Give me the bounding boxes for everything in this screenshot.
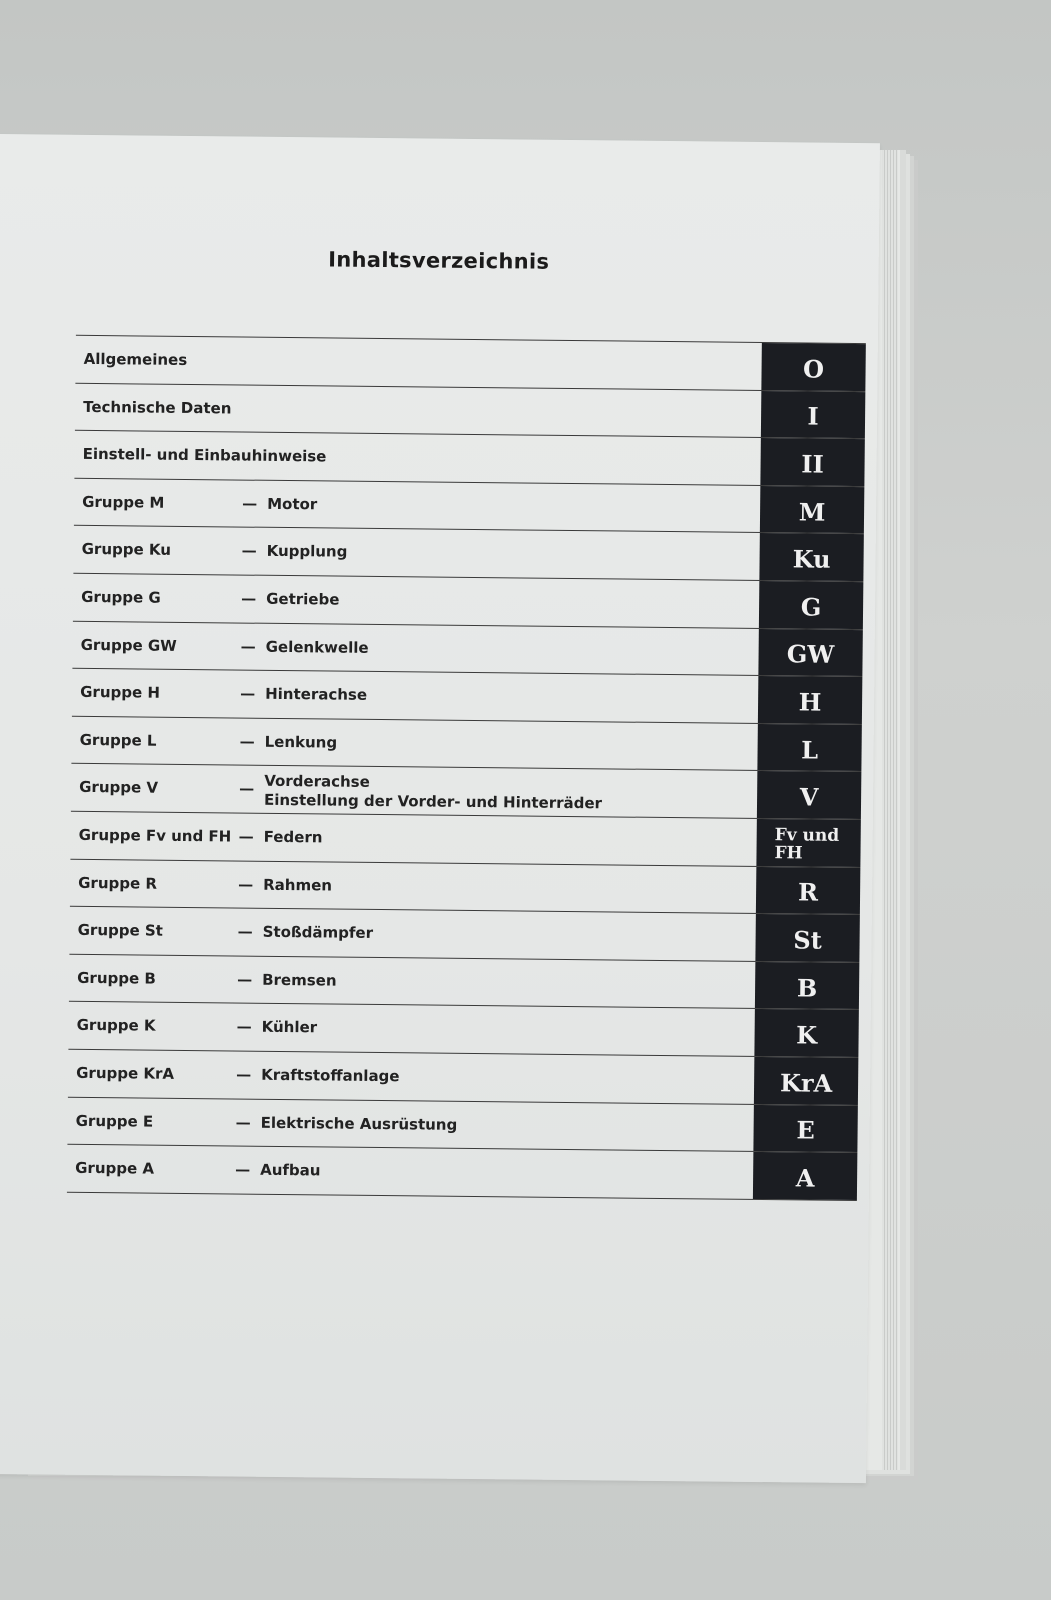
toc-group: Gruppe KrA — [76, 1063, 175, 1083]
toc-group: Gruppe GW — [80, 635, 177, 655]
tab-marker[interactable]: A — [753, 1152, 857, 1200]
tab-marker[interactable]: V — [757, 771, 861, 819]
toc-row-getriebe[interactable] — [73, 574, 863, 630]
toc-group: Gruppe K — [76, 1016, 156, 1035]
toc-group: Gruppe E — [75, 1111, 154, 1131]
tab-marker[interactable]: R — [756, 866, 860, 914]
toc-dash: — — [235, 1160, 251, 1179]
toc-row-allgemeines[interactable] — [75, 336, 865, 392]
tab-marker[interactable]: St — [755, 914, 859, 962]
toc-row-aufbau[interactable] — [67, 1145, 857, 1201]
tab-marker[interactable]: KrA — [754, 1057, 858, 1105]
toc-name: Hinterachse — [265, 684, 368, 705]
toc-group: Gruppe V — [79, 778, 159, 798]
toc-group: Allgemeines — [83, 349, 188, 369]
tab-marker[interactable]: K — [754, 1009, 858, 1057]
toc-row-bremsen[interactable] — [69, 954, 859, 1010]
toc-name: Getriebe — [266, 589, 340, 609]
toc-dash: — — [236, 1065, 252, 1084]
toc-dash: — — [238, 827, 254, 846]
tab-marker-line1: Fv und — [774, 825, 840, 847]
tab-marker[interactable]: H — [758, 676, 862, 724]
tab-marker[interactable] — [756, 819, 860, 867]
toc-group: Gruppe Fv und FH — [78, 825, 232, 846]
toc-group: Gruppe R — [78, 873, 158, 893]
toc-group: Gruppe G — [81, 587, 161, 607]
tab-marker[interactable]: Ku — [759, 533, 863, 581]
tab-marker[interactable]: E — [753, 1104, 857, 1152]
toc-row-kupplung[interactable] — [73, 526, 863, 582]
toc-name: Kühler — [261, 1018, 318, 1037]
toc-group: Gruppe L — [79, 730, 157, 750]
toc-dash: — — [236, 1017, 252, 1036]
toc-row-lenkung[interactable] — [71, 717, 861, 773]
tab-marker[interactable]: G — [759, 581, 863, 629]
table-of-contents — [67, 335, 866, 1201]
toc-group: Gruppe St — [77, 920, 163, 940]
toc-row-motor[interactable] — [74, 479, 864, 535]
tab-marker[interactable]: M — [760, 486, 864, 534]
toc-group: Gruppe M — [82, 492, 165, 512]
toc-name: Rahmen — [263, 875, 333, 895]
toc-row-vorderachse[interactable] — [71, 764, 861, 820]
toc-group: Gruppe Ku — [81, 540, 172, 560]
document-page — [0, 134, 880, 1483]
tab-marker[interactable]: GW — [758, 629, 862, 677]
tab-marker[interactable]: O — [761, 343, 865, 391]
toc-name: Gelenkwelle — [265, 637, 369, 657]
tab-marker-line2: FH — [774, 843, 803, 864]
toc-row-hinterachse[interactable] — [72, 669, 862, 725]
toc-name: Kupplung — [266, 542, 348, 562]
toc-name: Elektrische Ausrüstung — [260, 1113, 458, 1134]
toc-name-line1: Vorderachse — [264, 772, 370, 792]
toc-group: Gruppe B — [77, 968, 156, 988]
toc-name: Lenkung — [264, 732, 338, 752]
toc-name: Motor — [267, 494, 318, 514]
tab-marker[interactable]: B — [755, 962, 859, 1010]
toc-row-kuehler[interactable] — [68, 1002, 858, 1058]
toc-dash: — — [235, 1113, 251, 1132]
toc-dash: — — [237, 922, 253, 941]
toc-group: Technische Daten — [83, 397, 232, 418]
tab-marker[interactable]: I — [761, 391, 865, 439]
tab-marker[interactable]: L — [757, 724, 861, 772]
toc-row-federn[interactable] — [70, 812, 860, 868]
tab-marker[interactable]: II — [760, 438, 864, 486]
toc-row-technische-daten[interactable] — [75, 383, 865, 439]
toc-name — [264, 772, 602, 814]
toc-row-gelenkwelle[interactable] — [72, 621, 862, 677]
toc-row-elektrische-ausruestung[interactable] — [67, 1097, 857, 1153]
toc-name-line2: Einstellung der Vorder- und Hinterräder — [263, 791, 603, 813]
toc-dash: — — [241, 589, 257, 608]
toc-name: Bremsen — [262, 970, 337, 990]
toc-row-einstell[interactable] — [74, 431, 864, 487]
toc-dash: — — [242, 494, 258, 513]
toc-group: Einstell- und Einbauhinweise — [82, 445, 327, 466]
toc-row-stossdaempfer[interactable] — [69, 907, 859, 963]
toc-row-kraftstoffanlage[interactable] — [68, 1050, 858, 1106]
toc-name: Federn — [263, 827, 323, 847]
toc-dash: — — [239, 732, 255, 751]
toc-name: Stoßdämpfer — [262, 922, 374, 943]
toc-row-rahmen[interactable] — [70, 859, 860, 915]
toc-dash: — — [239, 779, 255, 799]
toc-dash: — — [237, 970, 253, 989]
toc-dash: — — [238, 875, 254, 894]
toc-group: Gruppe A — [75, 1158, 155, 1178]
toc-dash: — — [240, 637, 256, 656]
page-title: Inhaltsverzeichnis — [328, 247, 550, 274]
toc-name: Kraftstoffanlage — [261, 1065, 400, 1086]
toc-name: Aufbau — [260, 1160, 321, 1180]
toc-dash: — — [241, 541, 257, 561]
toc-group: Gruppe H — [80, 683, 161, 702]
page-edges — [882, 150, 898, 1470]
toc-dash: — — [240, 684, 256, 703]
